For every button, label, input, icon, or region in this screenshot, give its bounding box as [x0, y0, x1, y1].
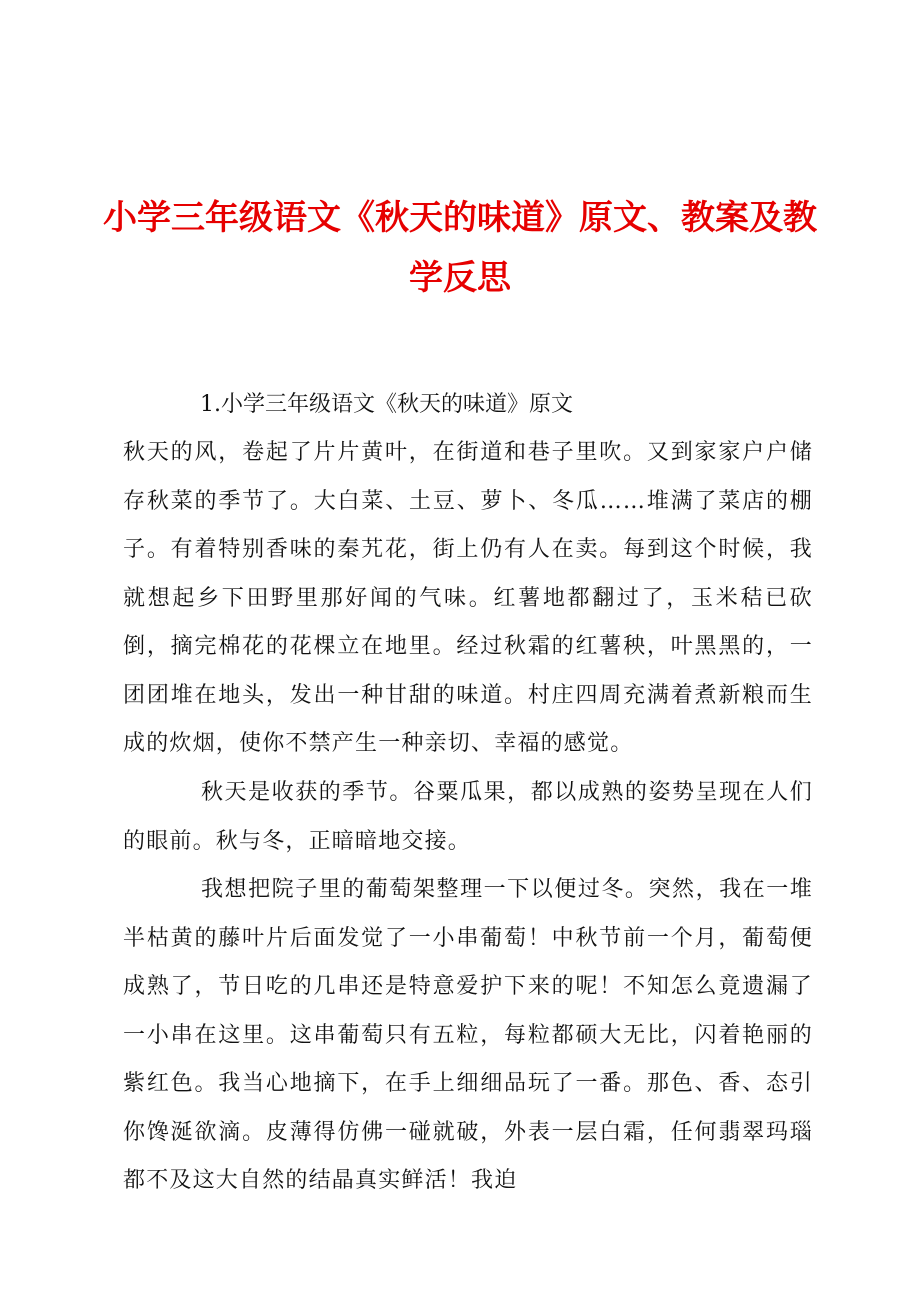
paragraph-2: 秋天是收获的季节。谷粟瓜果，都以成熟的姿势呈现在人们的眼前。秋与冬，正暗暗地交接。 — [123, 780, 813, 854]
paragraph-3: 我想把院子里的葡萄架整理一下以便过冬。突然，我在一堆半枯黄的藤叶片后面发觉了一小串葡萄！中秋节前一个月，葡萄便成熟了，节日吃的几串还是特意爱护下来的呢！不知怎么竟遗漏了一小串在这里。这串葡萄只有五粒，每粒都硕大无比，闪着艳丽的紫红色。我当心地摘下，在手上细细品玩了一番。那色、香、态引你馋涎欲滴。皮薄得仿佛一碰就破，外表一层白霜，任何翡翠玛瑙都不及这大自然的结晶真实鲜活！我迫 — [123, 877, 813, 1193]
paragraph-1: 秋天的风，卷起了片片黄叶，在街道和巷子里吹。又到家家户户储存秋菜的季节了。大白菜、土豆、萝卜、冬瓜……堆满了菜店的棚子。有着特别香味的秦艽花，街上仍有人在卖。每到这个时候，我就想起乡下田野里那好闻的气味。红薯地都翻过了，玉米秸已砍倒，摘完棉花的花棵立在地里。经过秋霜的红薯秧，叶黑黑的，一团团堆在地头，发出一种甘甜的味道。村庄四周充满着煮新粮而生成的炊烟，使你不禁产生一种亲切、幸福的感觉。 — [123, 440, 813, 756]
section-heading: 1.小学三年级语文《秋天的味道》原文 — [200, 392, 573, 417]
document-title: 小学三年级语文《秋天的味道》原文、教案及教学反思 — [103, 198, 817, 298]
